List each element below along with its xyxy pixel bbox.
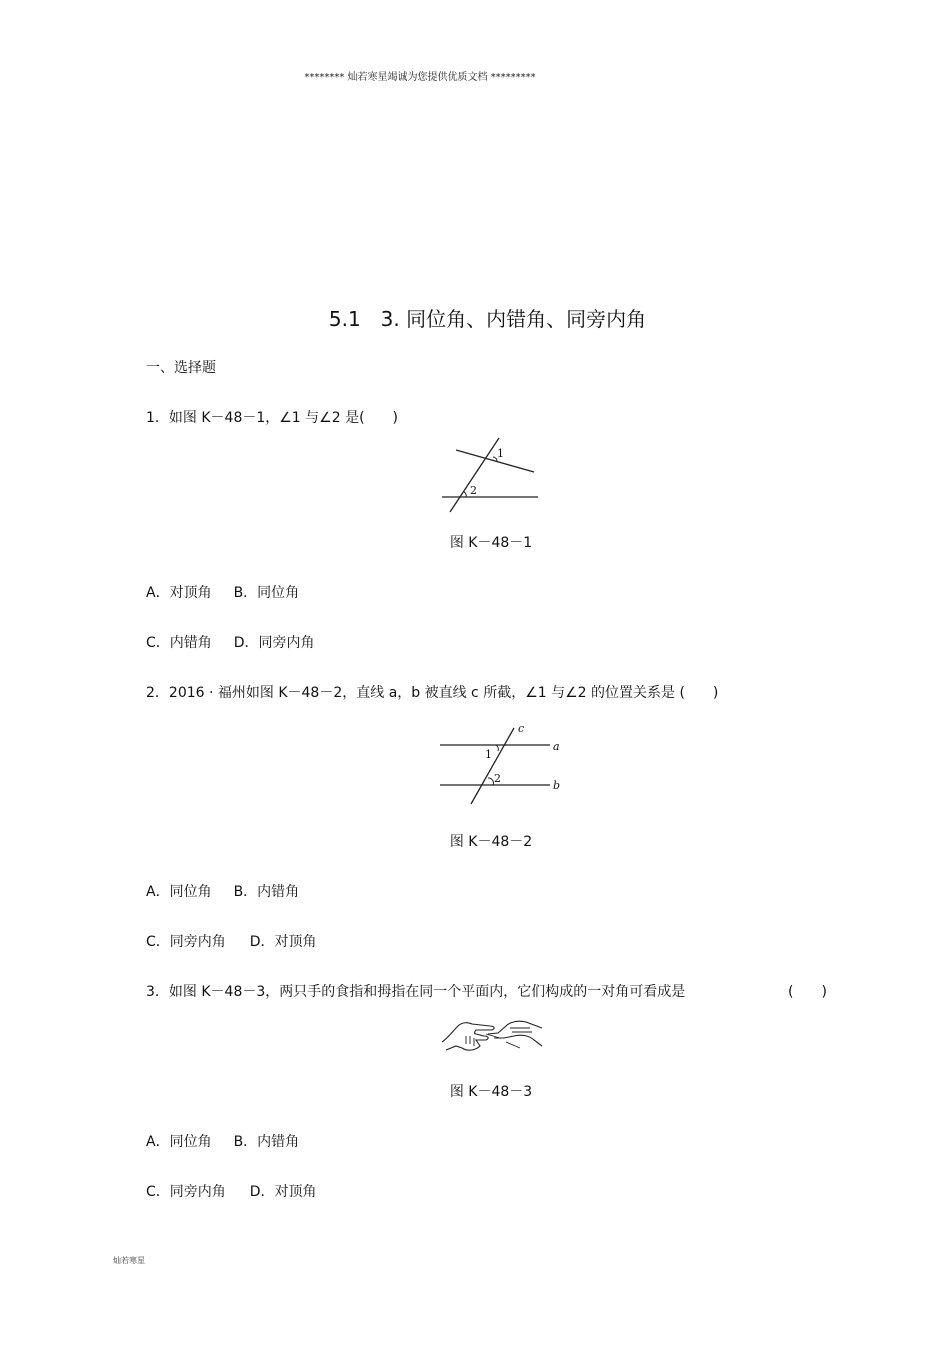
section-heading: 一、选择题 (146, 360, 216, 376)
q3-option-a[interactable]: A．同位角 (146, 1134, 212, 1150)
q3-option-d[interactable]: D．对顶角 (249, 1184, 317, 1200)
q2-option-c[interactable]: C．同旁内角 (146, 934, 226, 950)
question-1-options-row-1 (146, 582, 299, 602)
angle-2-label: 2 (470, 484, 477, 497)
page-title: 5.1 3. 同位角、内错角、同旁内角 (328, 307, 647, 331)
q3-option-b[interactable]: B．内错角 (233, 1134, 300, 1150)
question-3-stem: 3．如图 K－48－3，两只手的食指和拇指在同一个平面内，它们构成的一对角可看成是 (146, 984, 686, 1000)
figure-1-caption: 图 K－48－1 (449, 535, 533, 551)
line-a-label: a (553, 740, 560, 753)
question-1-stem: 1．如图 K－48－1，∠1 与∠2 是( ) (146, 410, 398, 426)
q1-option-a[interactable]: A．对顶角 (146, 585, 212, 601)
q2-option-a[interactable]: A．同位角 (146, 884, 212, 900)
question-1-options-row-2 (146, 632, 315, 652)
line-c-label: c (518, 722, 525, 735)
page-header: ******** 灿若寒星竭诚为您提供优质文档 ********* (304, 72, 536, 83)
q2-option-d[interactable]: D．对顶角 (249, 934, 317, 950)
page-footer: 灿若寒星 (113, 1256, 145, 1265)
q1-option-c[interactable]: C．内错角 (146, 635, 212, 651)
q2-option-b[interactable]: B．内错角 (233, 884, 300, 900)
figure-k-48-3-hands (440, 1016, 545, 1058)
figure-3-caption: 图 K－48－3 (449, 1084, 533, 1100)
line-b-label: b (553, 779, 561, 792)
figure-k-48-1 (440, 436, 545, 516)
question-2-stem: 2．2016 · 福州如图 K－48－2，直线 a，b 被直线 c 所截，∠1 与∠2 的位置关系是 ( ) (146, 685, 719, 701)
angle-1-label: 1 (485, 748, 492, 761)
q1-option-b[interactable]: B．同位角 (233, 585, 300, 601)
question-2-options-row-1 (146, 881, 299, 901)
figure-k-48-2 (436, 720, 566, 808)
angle-2-label: 2 (494, 772, 501, 785)
question-3-answer-blank: ( ) (788, 984, 827, 1000)
q3-option-c[interactable]: C．同旁内角 (146, 1184, 226, 1200)
q1-option-d[interactable]: D．同旁内角 (233, 635, 315, 651)
angle-1-label: 1 (497, 447, 504, 460)
figure-2-caption: 图 K－48－2 (449, 834, 533, 850)
question-3-options-row-2 (146, 1181, 317, 1201)
question-3-options-row-1 (146, 1131, 299, 1151)
question-2-options-row-2 (146, 931, 317, 951)
